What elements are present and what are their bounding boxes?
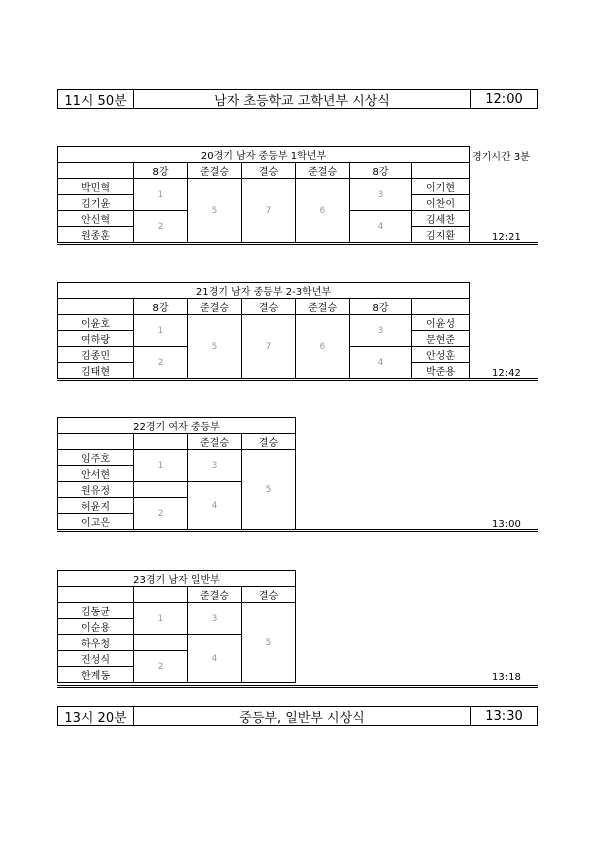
player-name: 박민혁 [57, 178, 134, 195]
header-blank [133, 586, 188, 603]
divider [57, 529, 538, 532]
bracket-slot: 1 [133, 314, 188, 347]
bracket-slot: 4 [187, 481, 242, 530]
player-name: 김종민 [57, 346, 134, 363]
player-name: 박준용 [411, 362, 470, 379]
player-name: 원종훈 [57, 226, 134, 243]
bracket-slot: 1 [133, 602, 188, 635]
bracket-slot-empty [133, 481, 188, 498]
bracket-slot: 1 [133, 178, 188, 211]
match-end-time: 13:18 [492, 672, 521, 683]
header-blank [57, 298, 134, 315]
match-title: 21경기 남자 중등부 2-3학년부 [57, 282, 470, 299]
header-round: 결승 [241, 586, 296, 603]
header-round: 준결승 [187, 433, 242, 450]
header-blank [411, 162, 470, 179]
match-time-note: 경기시간 3분 [472, 152, 530, 163]
bracket-slot: 7 [241, 178, 296, 243]
match-title: 20경기 남자 중등부 1학년부 [57, 146, 470, 163]
header-blank [133, 433, 188, 450]
match-20-bracket [57, 146, 538, 246]
player-name: 김세찬 [411, 210, 470, 227]
player-name: 김기윤 [57, 194, 134, 211]
ceremony-end-time: 13:30 [485, 708, 523, 724]
header-round: 결승 [241, 433, 296, 450]
bracket-slot: 3 [187, 449, 242, 482]
header-blank [411, 298, 470, 315]
player-name: 여하랑 [57, 330, 134, 347]
player-name: 이윤호 [57, 314, 134, 331]
player-name: 안서현 [57, 465, 134, 482]
match-end-time: 13:00 [492, 519, 521, 530]
player-name: 문현준 [411, 330, 470, 347]
match-title: 23경기 남자 일반부 [57, 570, 296, 587]
header-blank [57, 162, 134, 179]
bracket-slot: 6 [295, 178, 350, 243]
player-name: 하우청 [57, 634, 134, 651]
player-name: 한계동 [57, 666, 134, 683]
header-round: 준결승 [295, 298, 350, 315]
ceremony-title: 남자 초등학교 고학년부 시상식 [134, 90, 471, 108]
bracket-slot: 3 [349, 314, 412, 347]
header-round: 결승 [241, 162, 296, 179]
match-23-bracket [57, 570, 538, 695]
bracket-slot: 7 [241, 314, 296, 379]
header-round: 결승 [241, 298, 296, 315]
bracket-slot: 1 [133, 449, 188, 482]
header-blank [57, 586, 134, 603]
player-name: 임주호 [57, 449, 134, 466]
bracket-slot: 2 [133, 650, 188, 683]
bracket-slot: 5 [187, 178, 242, 243]
bracket-slot-empty [133, 634, 188, 651]
player-name: 안신혁 [57, 210, 134, 227]
ceremony-title: 중등부, 일반부 시상식 [134, 707, 471, 725]
bracket-slot: 2 [133, 346, 188, 379]
bracket-slot: 4 [349, 210, 412, 243]
bracket-slot: 3 [349, 178, 412, 211]
header-round: 8강 [133, 298, 188, 315]
bracket-slot: 3 [187, 602, 242, 635]
player-name: 진성식 [57, 650, 134, 667]
divider [57, 378, 538, 381]
player-name: 이기현 [411, 178, 470, 195]
player-name: 이윤성 [411, 314, 470, 331]
divider [57, 685, 538, 688]
header-round: 준결승 [187, 298, 242, 315]
player-name: 김지환 [411, 226, 470, 243]
header-round: 8강 [349, 162, 412, 179]
player-name: 이고은 [57, 513, 134, 530]
ceremony-end-time: 12:00 [485, 91, 523, 107]
match-21-bracket [57, 282, 538, 382]
header-round: 준결승 [187, 586, 242, 603]
header-blank [57, 433, 134, 450]
player-name: 이순용 [57, 618, 134, 635]
header-round: 8강 [349, 298, 412, 315]
ceremony-start-time: 11시 50분 [58, 90, 134, 108]
match-22-bracket [57, 417, 538, 542]
match-title: 22경기 여자 중등부 [57, 417, 296, 434]
player-name: 원유정 [57, 481, 134, 498]
bracket-slot: 2 [133, 497, 188, 530]
header-round: 준결승 [187, 162, 242, 179]
match-end-time: 12:21 [492, 232, 521, 243]
player-name: 이찬이 [411, 194, 470, 211]
divider [57, 242, 538, 245]
header-round: 8강 [133, 162, 188, 179]
bracket-slot: 5 [187, 314, 242, 379]
player-name: 허윤지 [57, 497, 134, 514]
bracket-slot: 5 [241, 449, 296, 530]
player-name: 김동균 [57, 602, 134, 619]
bracket-slot: 4 [349, 346, 412, 379]
ceremony-row-1 [57, 89, 538, 109]
header-round: 준결승 [295, 162, 350, 179]
player-name: 안성훈 [411, 346, 470, 363]
bracket-slot: 4 [187, 634, 242, 683]
bracket-slot: 2 [133, 210, 188, 243]
ceremony-row-2 [57, 706, 538, 726]
player-name: 김태현 [57, 362, 134, 379]
bracket-slot: 6 [295, 314, 350, 379]
match-end-time: 12:42 [492, 368, 521, 379]
bracket-slot: 5 [241, 602, 296, 683]
ceremony-start-time: 13시 20분 [58, 707, 134, 725]
